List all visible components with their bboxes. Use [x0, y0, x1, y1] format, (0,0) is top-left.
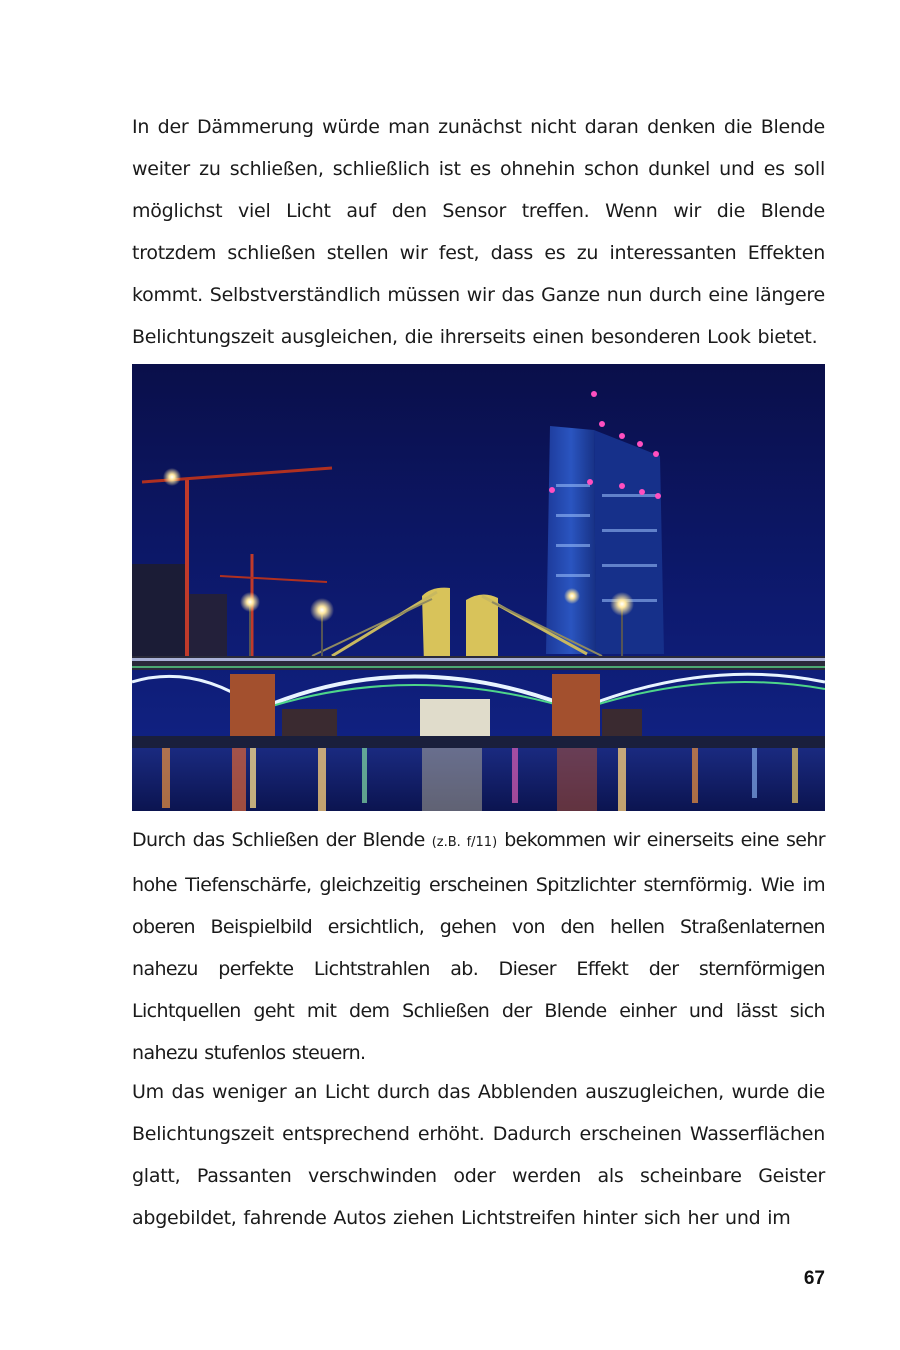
night-bridge-photo: [132, 364, 825, 811]
paragraph-text: In der Dämmerung würde man zunächst nicht daran denken die Blende weiter zu schließen, schließlich ist es ohnehin schon dunkel und es soll möglichst viel Licht auf den Sensor treffen. Wenn wir die Blende trotzdem schließen stellen wir fest, dass es zu interessanten Effekten kommt. Selbstverständlich müssen wir das Ganze nun durch eine längere Belichtungszeit ausgleichen, die ihrerseits einen besonderen Look bietet.: [132, 116, 825, 348]
intro-paragraph: [132, 106, 825, 358]
paragraph-text: [132, 819, 825, 1074]
page-number: 67: [803, 1268, 825, 1289]
text-run: Durch das Schließen der Blende: [132, 829, 432, 851]
exposure-paragraph: [132, 1071, 825, 1239]
text-run: bekommen wir einerseits eine sehr hohe Tiefenschärfe, gleichzeitig erscheinen Spitzlichter sternförmig. Wie im oberen Beispielbild ersichtlich, gehen von den hellen Straßenlaternen nahezu perfekte Lichtstrahlen ab. Dieser Effekt der sternförmigen Lichtquellen geht mit dem Schließen der Blende einher und lässt sich nahezu stufenlos steuern.: [132, 829, 826, 1064]
aperture-paragraph: [132, 819, 825, 1074]
photo-illustration: [132, 364, 825, 811]
aperture-example: (z.B. f/11): [431, 835, 498, 850]
paragraph-text: Um das weniger an Licht durch das Abblenden auszugleichen, wurde die Belichtungszeit entsprechend erhöht. Dadurch erscheinen Wasserflächen glatt, Passanten verschwinden oder werden als scheinbare Geister abgebildet, fahrende Autos ziehen Lichtstreifen hinter sich her und im: [132, 1081, 825, 1229]
